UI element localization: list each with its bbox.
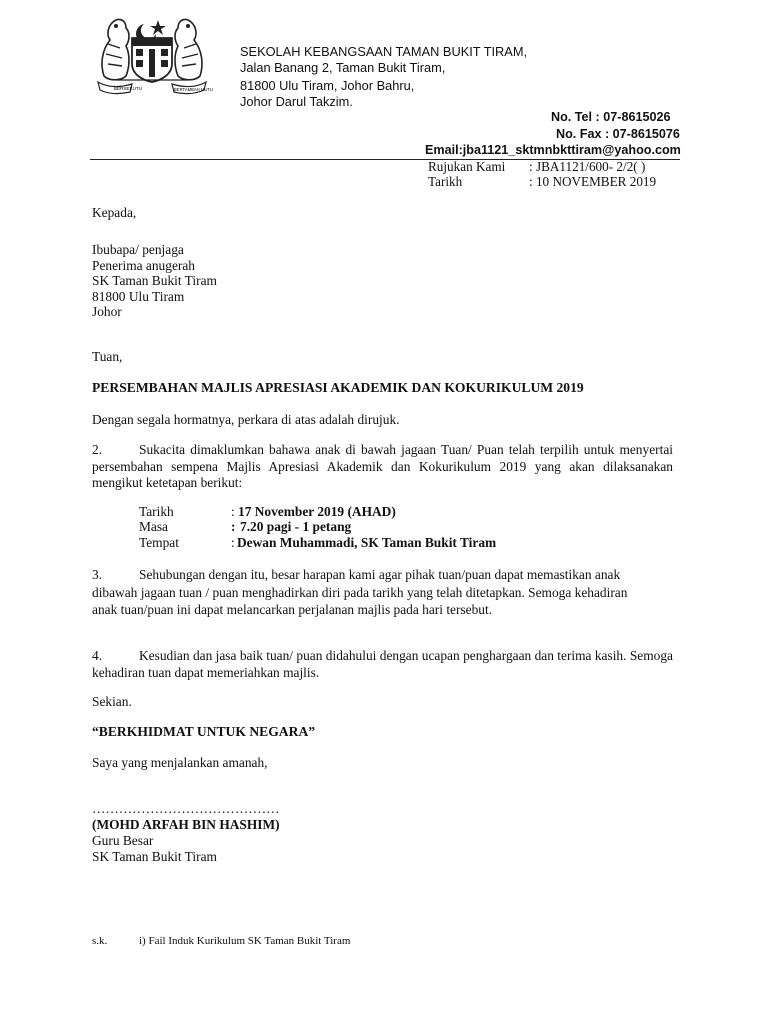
recipient-line: Penerima anugerah [92,258,195,273]
paragraph-3-number: 3. [92,567,103,582]
svg-text:BERTAMBAH MUTU: BERTAMBAH MUTU [174,87,213,92]
closing: Sekian. [92,694,132,709]
address-line-2: 81800 Ulu Tiram, Johor Bahru, [240,78,415,93]
detail-value-venue: Dewan Muhammadi, SK Taman Bukit Tiram [237,535,497,550]
detail-colon: : [231,504,235,519]
school-name: SEKOLAH KEBANGSAAN TAMAN BUKIT TIRAM, [240,44,528,59]
detail-value-time: 7.20 pagi - 1 petang [240,519,352,534]
signature-line: …………………………………… [92,801,280,816]
recipient-line: Johor [92,304,122,319]
paragraph-3-line-3: anak tuan/puan ini dapat melancarkan perjalanan majlis pada hari tersebut. [92,602,493,617]
paragraph-2-number: 2. [92,442,103,457]
copy-to-item: i) Fail Induk Kurikulum SK Taman Bukit Tiram [139,935,351,947]
address-line-1: Jalan Banang 2, Taman Bukit Tiram, [240,60,446,75]
detail-label-venue: Tempat [139,535,179,550]
email-address: Email:jba1121_sktmnbkttiram@yahoo.com [425,143,681,157]
signatory-title: Guru Besar [92,833,154,848]
subject-heading: PERSEMBAHAN MAJLIS APRESIASI AKADEMIK DAN KOKURIKULUM 2019 [92,380,584,395]
telephone-number: No. Tel : 07-8615026 [551,110,671,124]
svg-text:BERSEKUTU: BERSEKUTU [114,86,143,91]
recipient-line: Ibubapa/ penjaga [92,242,184,257]
reference-label: Rujukan Kami [428,159,506,174]
recipient-line: SK Taman Bukit Tiram [92,273,217,288]
detail-label-date: Tarikh [139,504,174,519]
trust-statement: Saya yang menjalankan amanah, [92,755,268,770]
opening-line: Dengan segala hormatnya, perkara di atas adalah dirujuk. [92,412,400,427]
detail-colon: : [231,519,236,534]
detail-value-date: 17 November 2019 (AHAD) [238,504,396,519]
signatory-school: SK Taman Bukit Tiram [92,849,217,864]
paragraph-4-text: Kesudian dan jasa baik tuan/ puan didahului dengan ucapan penghargaan dan terima kasih. Semoga kehadiran tuan dapat memeriahkan majlis. [92,648,673,680]
paragraph-4-number: 4. [92,648,103,663]
greeting: Tuan, [92,349,123,364]
paragraph-3-line-2: dibawah jagaan tuan / puan menghadirkan diri pada tarikh yang telah ditetapkan. Semoga kehadiran [92,585,628,600]
detail-label-time: Masa [139,519,169,534]
paragraph-2-text: Sukacita dimaklumkan bahawa anak di bawah jagaan Tuan/ Puan telah terpilih untuk menyertai persembahan sempena Majlis Apresiasi Akademik dan Kokurikulum 2019 yang akan dilaksanakan mengikut ketetapan berikut: [92,442,673,490]
signatory-name: (MOHD ARFAH BIN HASHIM) [92,817,280,832]
recipient-line: 81800 Ulu Tiram [92,289,185,304]
copy-to-label: s.k. [92,935,108,947]
date-label: Tarikh [428,174,463,189]
school-crest-logo [96,14,213,100]
reference-value: : JBA1121/600- 2/2( ) [529,159,646,174]
salutation-to: Kepada, [92,205,137,220]
address-line-3: Johor Darul Takzim. [240,94,353,109]
motto: “BERKHIDMAT UNTUK NEGARA” [92,724,316,739]
paragraph-3-line-1: Sehubungan dengan itu, besar harapan kami agar pihak tuan/puan dapat memastikan anak [139,567,621,582]
date-value: : 10 NOVEMBER 2019 [529,174,657,189]
detail-colon: : [231,535,235,550]
fax-number: No. Fax : 07-8615076 [556,127,680,141]
